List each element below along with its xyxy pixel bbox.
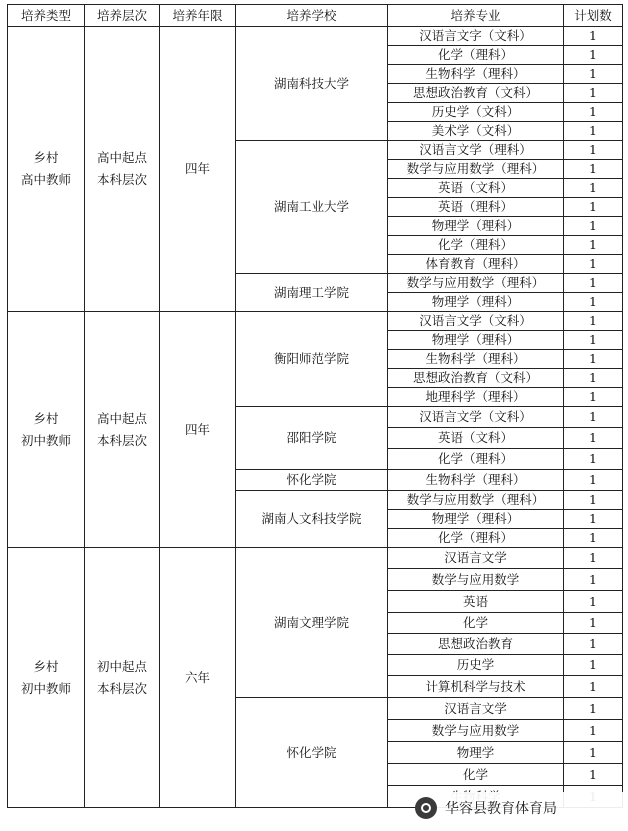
- plan-count-cell: 1: [564, 236, 623, 255]
- plan-count-cell: 1: [564, 470, 623, 491]
- table-row: [8, 312, 623, 331]
- header-row: [8, 5, 623, 27]
- header-level: 培养层次: [85, 5, 160, 27]
- plan-count-cell: 1: [564, 491, 623, 510]
- major-cell: 英语（文科）: [388, 179, 564, 198]
- plan-count-cell: 1: [564, 141, 623, 160]
- school-cell: 怀化学院: [236, 470, 388, 491]
- plan-count-cell: 1: [564, 312, 623, 331]
- training-years-cell: 六年: [160, 548, 236, 808]
- school-cell: 衡阳师范学院: [236, 312, 388, 407]
- header-years: 培养年限: [160, 5, 236, 27]
- major-cell: 化学: [388, 613, 564, 634]
- school-cell: 怀化学院: [236, 698, 388, 808]
- major-cell: 化学（理科）: [388, 449, 564, 470]
- plan-count-cell: 1: [564, 449, 623, 470]
- plan-count-cell: 1: [564, 369, 623, 388]
- plan-count-cell: 1: [564, 720, 623, 742]
- enrollment-plan-table: [7, 4, 623, 808]
- school-cell: 湖南理工学院: [236, 274, 388, 312]
- major-cell: 生物科学（理科）: [388, 350, 564, 369]
- plan-count-cell: 1: [564, 388, 623, 407]
- major-cell: 体育教育（理科）: [388, 255, 564, 274]
- major-cell: 英语: [388, 591, 564, 613]
- major-cell: 物理学（理科）: [388, 293, 564, 312]
- major-cell: 物理学（理科）: [388, 331, 564, 350]
- major-cell: 化学（理科）: [388, 236, 564, 255]
- major-cell: 汉语言文学: [388, 698, 564, 720]
- plan-count-cell: 1: [564, 179, 623, 198]
- plan-count-cell: 1: [564, 764, 623, 786]
- major-cell: 汉语言文学（文科）: [388, 407, 564, 428]
- plan-count-cell: 1: [564, 350, 623, 369]
- plan-count-cell: 1: [564, 255, 623, 274]
- major-cell: 历史学（文科）: [388, 103, 564, 122]
- major-cell: 汉语言文学: [388, 548, 564, 569]
- training-type-cell: 乡村 初中教师: [8, 312, 85, 548]
- header-school: 培养学校: [236, 5, 388, 27]
- plan-count-cell: 1: [564, 46, 623, 65]
- major-cell: 数学与应用数学: [388, 720, 564, 742]
- major-cell: 数学与应用数学（理科）: [388, 491, 564, 510]
- major-cell: 英语（理科）: [388, 198, 564, 217]
- major-cell: 汉语言文字（文科）: [388, 27, 564, 46]
- training-type-cell: 乡村 高中教师: [8, 27, 85, 312]
- plan-count-cell: 1: [564, 103, 623, 122]
- plan-count-cell: 1: [564, 613, 623, 634]
- plan-count-cell: 1: [564, 198, 623, 217]
- header-plan: 计划数: [564, 5, 623, 27]
- wechat-logo-icon: [415, 797, 437, 819]
- plan-count-cell: 1: [564, 676, 623, 698]
- major-cell: 思想政治教育（文科）: [388, 84, 564, 103]
- major-cell: 化学（理科）: [388, 46, 564, 65]
- plan-count-cell: 1: [564, 65, 623, 84]
- plan-count-cell: 1: [564, 122, 623, 141]
- header-major: 培养专业: [388, 5, 564, 27]
- watermark-text: 华容县教育体育局: [445, 801, 557, 817]
- major-cell: 地理科学（理科）: [388, 388, 564, 407]
- training-years-cell: 四年: [160, 27, 236, 312]
- training-level-cell: 高中起点 本科层次: [85, 27, 160, 312]
- plan-count-cell: 1: [564, 569, 623, 591]
- plan-count-cell: 1: [564, 84, 623, 103]
- school-cell: 湖南科技大学: [236, 27, 388, 141]
- major-cell: 美术学（文科）: [388, 122, 564, 141]
- plan-count-cell: 1: [564, 407, 623, 428]
- plan-count-cell: 1: [564, 698, 623, 720]
- header-type: 培养类型: [8, 5, 85, 27]
- school-cell: 邵阳学院: [236, 407, 388, 470]
- watermark: [415, 792, 627, 824]
- major-cell: 物理学（理科）: [388, 510, 564, 529]
- school-cell: 湖南工业大学: [236, 141, 388, 274]
- school-cell: 湖南文理学院: [236, 548, 388, 698]
- major-cell: 思想政治教育（文科）: [388, 369, 564, 388]
- plan-count-cell: 1: [564, 217, 623, 236]
- plan-count-cell: 1: [564, 634, 623, 655]
- plan-count-cell: 1: [564, 655, 623, 676]
- plan-count-cell: 1: [564, 274, 623, 293]
- table-row: [8, 548, 623, 569]
- major-cell: 数学与应用数学: [388, 569, 564, 591]
- training-type-cell: 乡村 初中教师: [8, 548, 85, 808]
- major-cell: 历史学: [388, 655, 564, 676]
- table-row: [8, 27, 623, 46]
- plan-count-cell: 1: [564, 591, 623, 613]
- major-cell: 英语（文科）: [388, 428, 564, 449]
- training-level-cell: 初中起点 本科层次: [85, 548, 160, 808]
- major-cell: 思想政治教育: [388, 634, 564, 655]
- major-cell: 数学与应用数学（理科）: [388, 160, 564, 179]
- plan-count-cell: 1: [564, 510, 623, 529]
- major-cell: 数学与应用数学（理科）: [388, 274, 564, 293]
- plan-count-cell: 1: [564, 742, 623, 764]
- major-cell: 汉语言文学（理科）: [388, 141, 564, 160]
- plan-count-cell: 1: [564, 331, 623, 350]
- plan-count-cell: 1: [564, 27, 623, 46]
- plan-count-cell: 1: [564, 548, 623, 569]
- training-years-cell: 四年: [160, 312, 236, 548]
- major-cell: 化学（理科）: [388, 529, 564, 548]
- major-cell: 生物科学（理科）: [388, 65, 564, 84]
- major-cell: 物理学（理科）: [388, 217, 564, 236]
- plan-count-cell: 1: [564, 428, 623, 449]
- major-cell: 物理学: [388, 742, 564, 764]
- plan-count-cell: 1: [564, 529, 623, 548]
- plan-count-cell: 1: [564, 293, 623, 312]
- major-cell: 计算机科学与技术: [388, 676, 564, 698]
- school-cell: 湖南人文科技学院: [236, 491, 388, 548]
- plan-count-cell: 1: [564, 160, 623, 179]
- major-cell: 生物科学（理科）: [388, 470, 564, 491]
- training-level-cell: 高中起点 本科层次: [85, 312, 160, 548]
- major-cell: 汉语言文学（文科）: [388, 312, 564, 331]
- major-cell: 化学: [388, 764, 564, 786]
